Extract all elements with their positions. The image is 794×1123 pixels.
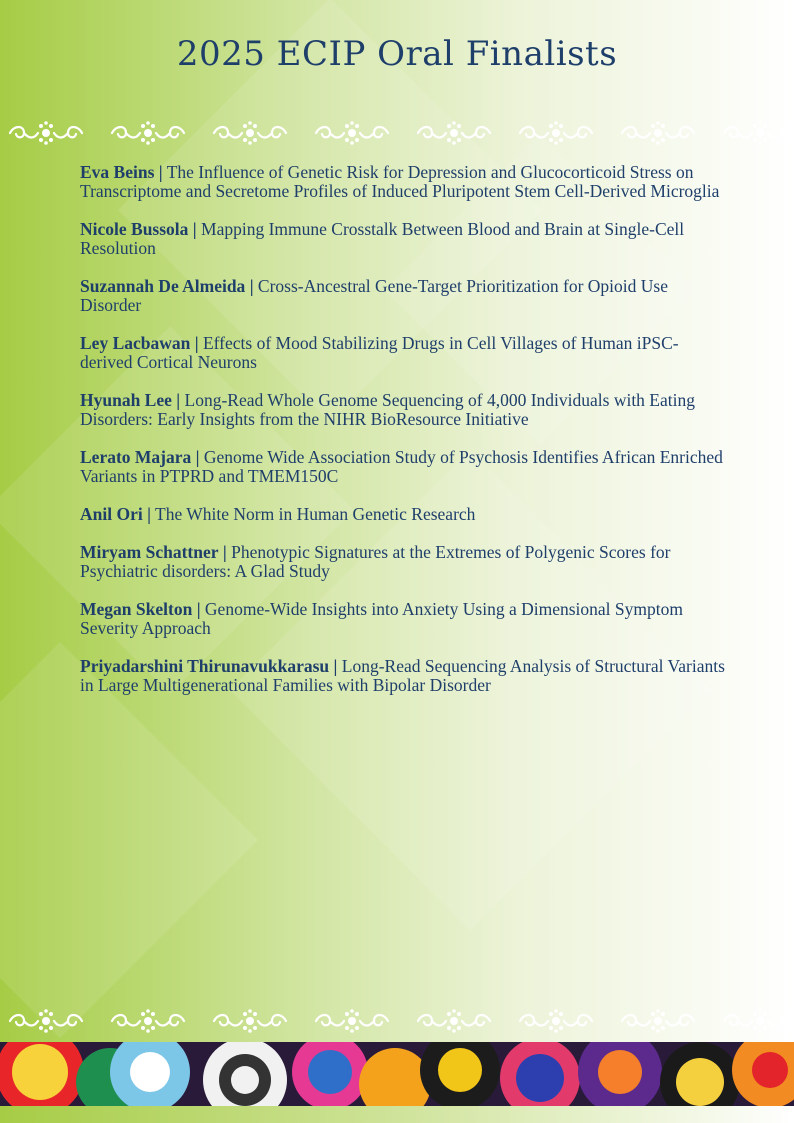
finalist-item (80, 448, 730, 486)
name-separator: | (333, 656, 338, 676)
name-separator: | (249, 276, 254, 296)
finalist-item (80, 163, 730, 201)
finalist-name: Anil Ori (80, 504, 143, 524)
finalist-name: Priyadarshini Thirunavukkarasu (80, 656, 330, 676)
flourish-motif (214, 1009, 286, 1033)
finalist-item (80, 505, 730, 524)
name-separator: | (195, 447, 200, 467)
name-separator: | (222, 542, 227, 562)
talk-title: Cross-Ancestral Gene-Target Prioritization for Opioid Use Disorder (80, 276, 669, 315)
name-separator: | (194, 333, 199, 353)
talk-title: Mapping Immune Crosstalk Between Blood and Brain at Single-Cell Resolution (80, 219, 685, 258)
name-separator: | (158, 162, 163, 182)
flourish-motif (10, 121, 82, 145)
flourish-motif (520, 1009, 592, 1033)
finalist-list (80, 163, 730, 714)
finalist-item (80, 543, 730, 581)
flourish-motif (724, 1009, 794, 1033)
flourish-motif (418, 121, 490, 145)
finalist-item (80, 600, 730, 638)
finalist-name: Suzannah De Almeida (80, 276, 246, 296)
talk-title: The Influence of Genetic Risk for Depression and Glucocorticoid Stress on Transcriptome and Secretome Profiles of Induced Pluripotent Stem Cell-Derived Microglia (80, 162, 720, 201)
talk-title: Phenotypic Signatures at the Extremes of Polygenic Scores for Psychiatric disorders: A Glad Study (80, 542, 671, 581)
top-ornament-border (0, 116, 794, 150)
talk-title: Genome Wide Association Study of Psychosis Identifies African Enriched Variants in PTPRD and TMEM150C (80, 447, 723, 486)
bottom-color-strip (0, 1106, 794, 1123)
talk-title: Effects of Mood Stabilizing Drugs in Cell Villages of Human iPSC-derived Cortical Neurons (80, 333, 679, 372)
flourish-motif (10, 1009, 82, 1033)
talk-title: Genome-Wide Insights into Anxiety Using a Dimensional Symptom Severity Approach (80, 599, 683, 638)
flourish-motif (724, 121, 794, 145)
finalist-name: Megan Skelton (80, 599, 193, 619)
finalist-name: Lerato Majara (80, 447, 192, 467)
finalist-name: Nicole Bussola (80, 219, 189, 239)
finalist-item (80, 334, 730, 372)
name-separator: | (192, 219, 197, 239)
finalist-name: Hyunah Lee (80, 390, 172, 410)
page-title: 2025 ECIP Oral Finalists (176, 34, 618, 74)
flourish-motif (418, 1009, 490, 1033)
flourish-motif (622, 1009, 694, 1033)
name-separator: | (147, 504, 151, 524)
name-separator: | (196, 599, 201, 619)
finalist-item (80, 277, 730, 315)
finalist-item (80, 220, 730, 258)
flourish-motif (214, 121, 286, 145)
talk-title: Long-Read Whole Genome Sequencing of 4,000 Individuals with Eating Disorders: Early Insights from the NIHR BioResource Initiative (80, 390, 695, 429)
name-separator: | (176, 390, 181, 410)
finalist-name: Miryam Schattner (80, 542, 219, 562)
finalist-item (80, 391, 730, 429)
plates-illustration (0, 1042, 794, 1106)
flourish-motif (520, 121, 592, 145)
flourish-motif (112, 121, 184, 145)
talk-title: Long-Read Sequencing Analysis of Structural Variants in Large Multigenerational Families with Bipolar Disorder (80, 656, 725, 695)
finalist-name: Eva Beins (80, 162, 155, 182)
talk-title: The White Norm in Human Genetic Research (155, 504, 476, 524)
flourish-motif (316, 121, 388, 145)
flourish-motif (316, 1009, 388, 1033)
finalist-item (80, 657, 730, 695)
painted-plates-banner (0, 1042, 794, 1106)
flourish-motif (622, 121, 694, 145)
bottom-ornament-border (0, 1004, 794, 1038)
flourish-motif (112, 1009, 184, 1033)
finalist-name: Ley Lacbawan (80, 333, 191, 353)
